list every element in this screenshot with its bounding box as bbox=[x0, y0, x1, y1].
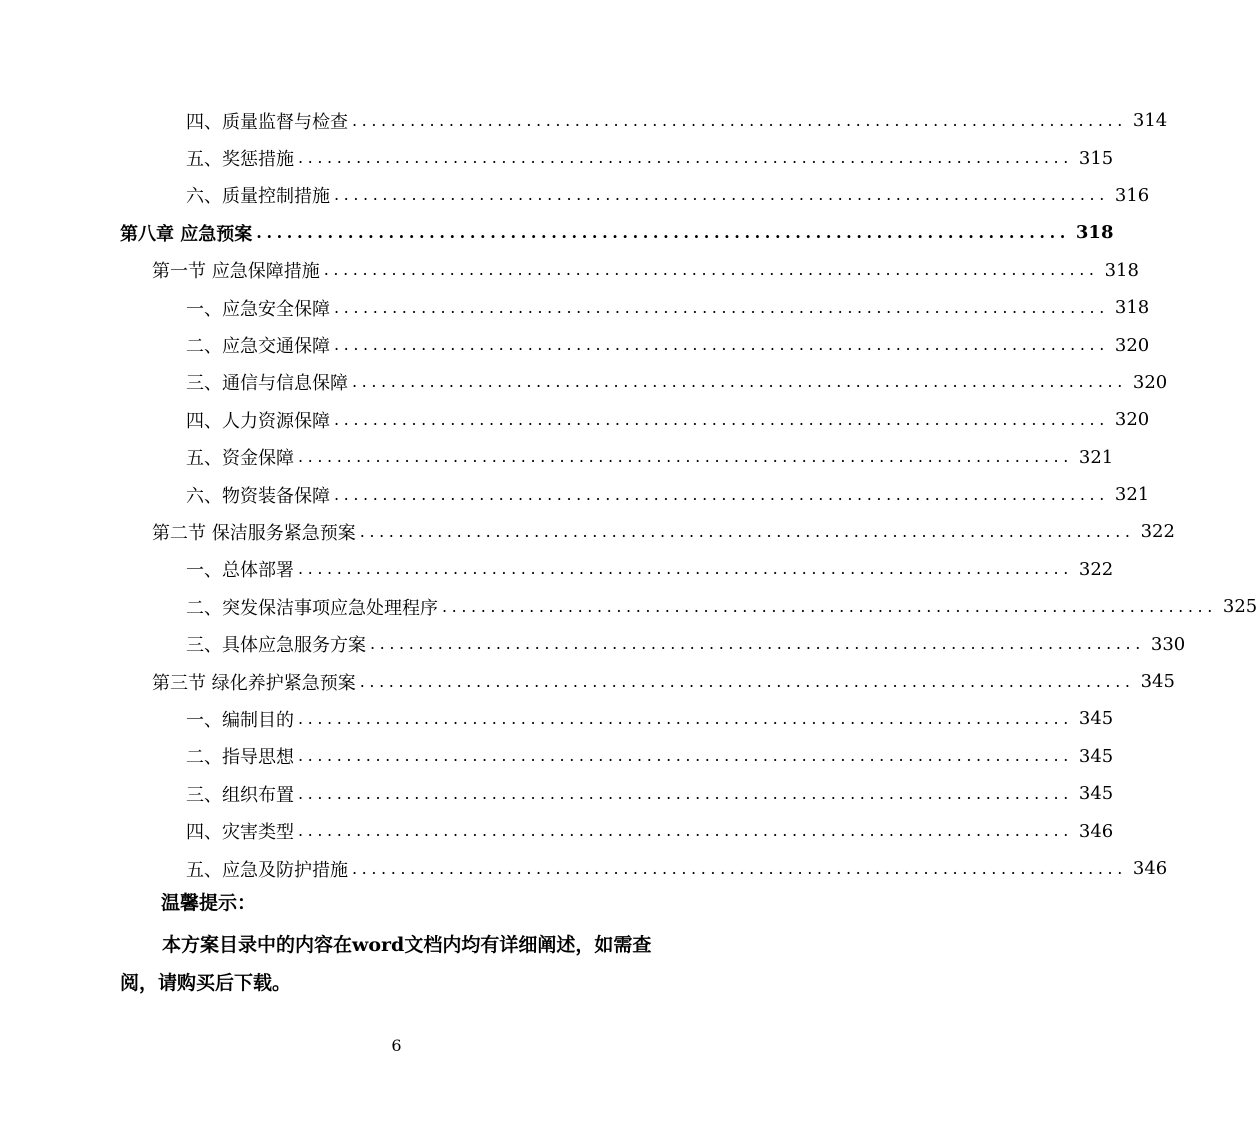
toc-leader-dots: ................................................................................ bbox=[352, 110, 1127, 130]
toc-entry bbox=[0, 326, 1150, 363]
toc-entry-title: 五、奖惩措施 bbox=[186, 149, 294, 171]
toc-entry bbox=[0, 700, 1114, 737]
toc-leader-dots: ................................................................................ bbox=[334, 409, 1109, 429]
toc-entry bbox=[0, 439, 1114, 476]
toc-entry-page: 330 bbox=[1150, 633, 1186, 655]
toc-entry-page: 322 bbox=[1140, 521, 1175, 543]
toc-entry bbox=[0, 102, 1168, 139]
toc-leader-dots: ................................................................................ bbox=[442, 596, 1217, 616]
toc-entry-page: 321 bbox=[1114, 484, 1150, 506]
toc-entry bbox=[0, 625, 1186, 662]
toc-leader-dots: ................................................................................ bbox=[334, 297, 1109, 317]
toc-entry-title: 六、质量控制措施 bbox=[186, 186, 330, 208]
toc-leader-dots: ................................................................................ bbox=[352, 858, 1127, 878]
toc-leader-dots: ................................................................................ bbox=[298, 708, 1073, 728]
toc-leader-dots: ................................................................................ bbox=[256, 222, 1070, 242]
toc-entry-page: 345 bbox=[1078, 783, 1114, 805]
page-number: 6 bbox=[391, 1036, 402, 1055]
toc-entry-title: 三、通信与信息保障 bbox=[186, 373, 348, 395]
toc-entry bbox=[0, 551, 1114, 588]
toc-entry bbox=[0, 364, 1168, 401]
toc-leader-dots: ................................................................................ bbox=[359, 521, 1135, 541]
toc-entry bbox=[0, 289, 1150, 326]
toc-entry-page: 318 bbox=[1104, 259, 1139, 281]
toc-entry-page: 322 bbox=[1078, 558, 1114, 580]
toc-entry-title: 一、应急安全保障 bbox=[186, 298, 330, 320]
table-of-contents bbox=[0, 102, 1257, 887]
toc-entry bbox=[0, 812, 1114, 849]
toc-leader-dots: ................................................................................ bbox=[334, 185, 1109, 205]
toc-entry bbox=[0, 738, 1114, 775]
toc-entry-title: 二、指导思想 bbox=[186, 747, 294, 769]
toc-entry bbox=[0, 252, 1139, 289]
toc-leader-dots: ................................................................................ bbox=[298, 559, 1073, 579]
toc-entry-title: 第二节 保洁服务紧急预案 bbox=[152, 522, 356, 544]
toc-entry bbox=[0, 177, 1150, 214]
toc-entry-title: 五、应急及防护措施 bbox=[186, 859, 348, 881]
toc-entry-page: 314 bbox=[1132, 110, 1168, 132]
toc-entry-title: 第三节 绿化养护紧急预案 bbox=[152, 672, 356, 694]
toc-entry-title: 五、资金保障 bbox=[186, 448, 294, 470]
toc-entry-page: 345 bbox=[1140, 671, 1175, 693]
toc-entry bbox=[0, 139, 1114, 176]
toc-entry bbox=[0, 401, 1150, 438]
toc-entry-page: 345 bbox=[1078, 708, 1114, 730]
toc-entry-title: 四、人力资源保障 bbox=[186, 410, 330, 432]
toc-entry-page: 321 bbox=[1078, 446, 1114, 468]
toc-entry-page: 315 bbox=[1078, 147, 1114, 169]
toc-leader-dots: ................................................................................ bbox=[298, 821, 1073, 841]
toc-entry-title: 四、灾害类型 bbox=[186, 822, 294, 844]
toc-leader-dots: ................................................................................ bbox=[323, 260, 1099, 280]
toc-entry-title: 三、组织布置 bbox=[186, 784, 294, 806]
toc-entry-page: 320 bbox=[1114, 334, 1150, 356]
toc-entry bbox=[0, 476, 1150, 513]
toc-entry-page: 346 bbox=[1132, 858, 1168, 879]
toc-entry-title: 第一节 应急保障措施 bbox=[152, 261, 320, 283]
toc-entry-page: 346 bbox=[1078, 820, 1114, 842]
toc-entry-page: 320 bbox=[1114, 409, 1150, 431]
notice-body: 本方案目录中的内容在word文档内均有详细阐述，如需查阅，请购买后下载。 bbox=[120, 934, 652, 994]
toc-leader-dots: ................................................................................ bbox=[352, 372, 1127, 392]
toc-entry-title: 四、质量监督与检查 bbox=[186, 111, 348, 133]
toc-leader-dots: ................................................................................ bbox=[298, 746, 1073, 766]
toc-entry-page: 318 bbox=[1114, 297, 1150, 319]
toc-entry bbox=[0, 850, 1168, 887]
toc-leader-dots: ................................................................................ bbox=[334, 335, 1109, 355]
toc-entry-title: 第八章 应急预案 bbox=[120, 223, 253, 245]
toc-entry-page: 325 bbox=[1222, 596, 1257, 618]
notice-title: 温馨提示： bbox=[161, 892, 257, 914]
toc-entry-page: 316 bbox=[1114, 184, 1150, 206]
toc-leader-dots: ................................................................................ bbox=[359, 671, 1135, 691]
toc-entry-title: 二、突发保洁事项应急处理程序 bbox=[186, 597, 438, 619]
toc-entry-title: 二、应急交通保障 bbox=[186, 336, 330, 358]
toc-entry-title: 三、具体应急服务方案 bbox=[186, 635, 366, 657]
toc-entry-title: 一、总体部署 bbox=[186, 560, 294, 582]
toc-entry-page: 345 bbox=[1078, 745, 1114, 767]
toc-entry bbox=[0, 663, 1175, 700]
toc-entry bbox=[0, 513, 1175, 550]
toc-entry bbox=[0, 775, 1114, 812]
toc-entry-title: 一、编制目的 bbox=[186, 709, 294, 731]
toc-entry-title: 六、物资装备保障 bbox=[186, 485, 330, 507]
toc-entry-page: 320 bbox=[1132, 371, 1168, 393]
toc-leader-dots: ................................................................................ bbox=[334, 484, 1109, 504]
toc-leader-dots: ................................................................................ bbox=[370, 634, 1145, 654]
toc-leader-dots: ................................................................................ bbox=[298, 148, 1073, 168]
toc-entry bbox=[0, 588, 1257, 625]
toc-entry bbox=[0, 214, 1114, 251]
toc-leader-dots: ................................................................................ bbox=[298, 447, 1073, 467]
toc-leader-dots: ................................................................................ bbox=[298, 783, 1073, 803]
toc-entry-page: 318 bbox=[1075, 222, 1114, 244]
